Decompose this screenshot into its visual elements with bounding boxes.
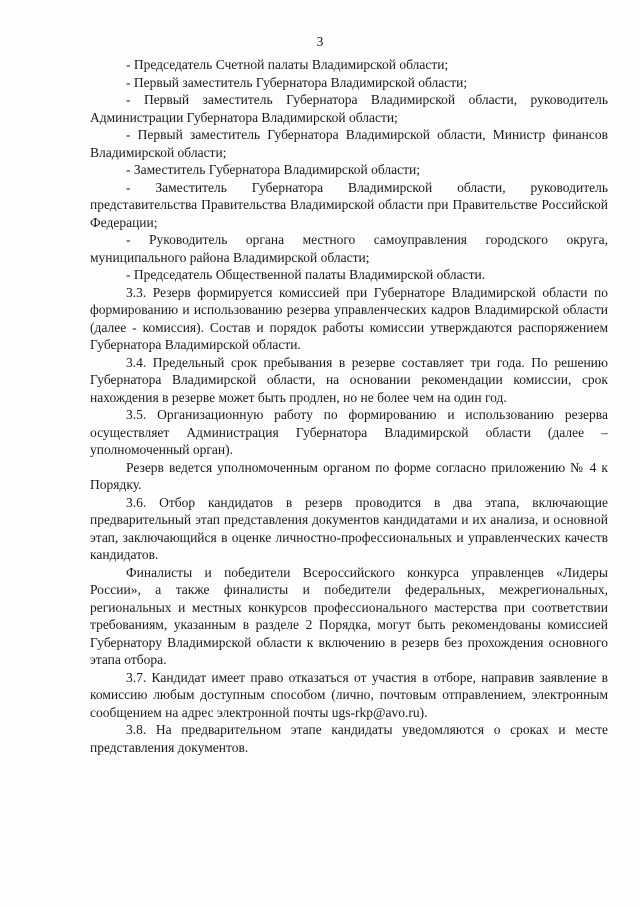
body-text xyxy=(90,56,608,756)
list-item-first-deputy-finance-minister: - Первый заместитель Губернатора Владимирской области, Министр финансов Владимирской области; xyxy=(90,127,608,160)
paragraph-finalists: Финалисты и победители Всероссийского конкурса управленцев «Лидеры России», а также финалисты и победители федеральных, межрегиональных, региональных и местных конкурсов профессионального мастерства при соответствии требованиям, указанным в разделе 2 Порядка, могут быть рекомендованы комиссией Губернатору Владимирской области к включению в резерв без прохождения основного этапа отбора. xyxy=(90,564,608,667)
page-number: 3 xyxy=(316,34,324,49)
list-item-first-deputy-head-administration: - Первый заместитель Губернатора Владимирской области, руководитель Администрации Губернатора Владимирской области; xyxy=(90,92,608,125)
list-item-public-chamber-chairman: - Председатель Общественной палаты Владимирской области. xyxy=(126,267,486,282)
paragraph-3-5: 3.5. Организационную работу по формированию и использованию резерва осуществляет Администрация Губернатора Владимирской области (далее – уполномоченный орган). xyxy=(90,407,608,457)
list-item-local-government-head: - Руководитель органа местного самоуправления городского округа, муниципального района Владимирской области; xyxy=(90,232,608,265)
paragraph-3-4: 3.4. Предельный срок пребывания в резерве составляет три года. По решению Губернатора Владимирской области, на основании рекомендации комиссии, срок нахождения в резерве может быть продлен, но не более чем на один год. xyxy=(90,354,608,405)
paragraph-reserve-form: Резерв ведется уполномоченным органом по форме согласно приложению № 4 к Порядку. xyxy=(90,459,608,492)
paragraph-3-6: 3.6. Отбор кандидатов в резерв проводится в два этапа, включающие предварительный этап представления документов кандидатами и их анализа, и основной этап, заключающийся в оценке личностно-профессиональных и управленческих качеств кандидатов. xyxy=(90,494,608,562)
list-item-chairman-accounts-chamber: - Председатель Счетной палаты Владимирской области; xyxy=(126,57,449,72)
paragraph-3-8: 3.8. На предварительном этапе кандидаты уведомляются о сроках и месте представления документов. xyxy=(90,722,608,755)
list-item-deputy-governor: - Заместитель Губернатора Владимирской области; xyxy=(126,162,420,177)
list-item-first-deputy-governor: - Первый заместитель Губернатора Владимирской области; xyxy=(126,74,468,90)
paragraph-3-7: 3.7. Кандидат имеет право отказаться от участия в отборе, направив заявление в комиссию любым доступным способом (лично, почтовым отправлением, электронным сообщением на адрес электронной почты ugs-rkp@avo.ru). xyxy=(90,669,608,720)
list-item-deputy-governor-representation: - Заместитель Губернатора Владимирской области, руководитель представительства Правительства Владимирской области при Правительстве Российской Федерации; xyxy=(90,179,608,230)
paragraph-3-3: 3.3. Резерв формируется комиссией при Губернаторе Владимирской области по формированию и использованию резерва управленческих кадров Владимирской области (далее - комиссия). Состав и порядок работы комиссии утверждаются распоряжением Губернатора Владимирской области. xyxy=(90,284,608,352)
